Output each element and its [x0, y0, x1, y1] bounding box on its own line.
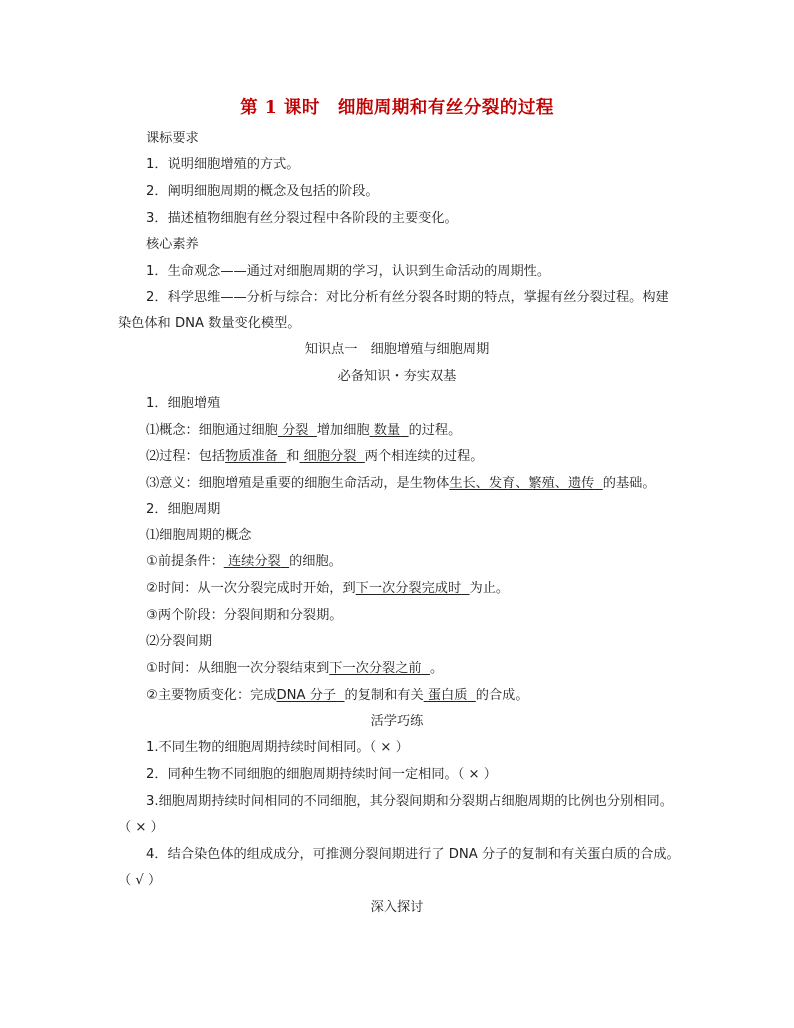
text: 。 [429, 661, 444, 676]
section-subtitle: 必备知识・夯实双基 [337, 369, 457, 384]
practice-q3: 3.细胞周期持续时间相同的不同细胞，其分裂间期和分裂期占细胞周期的比例也分别相同。 [146, 794, 673, 809]
zengzhi-concept [146, 423, 461, 439]
practice-q4: 4．结合染色体的组成成分，可推测分裂间期进行了 DNA 分子的复制和有关蛋白质的合成。 [146, 847, 680, 862]
zhouqi-sub2: ⑵分裂间期 [146, 634, 212, 649]
text: 为止。 [469, 581, 510, 596]
text: 两个相连续的过程。 [364, 449, 484, 464]
text: 的基础。 [602, 476, 656, 491]
answer-text: 分裂 [282, 423, 309, 438]
section-title: 知识点一 细胞增殖与细胞周期 [304, 342, 490, 357]
text: 增加细胞 [316, 423, 370, 438]
text: ①时间：从细胞一次分裂结束到 [146, 661, 330, 676]
practice-q1: 1.不同生物的细胞周期持续时间相同。（ × ） [146, 740, 409, 755]
text: ⑵过程：包括 [146, 449, 226, 464]
practice-q3-mark: （ × ） [118, 820, 164, 835]
answer-blank [224, 554, 289, 570]
answer-blank [449, 476, 602, 492]
hexin-item-1: 1．生命观念——通过对细胞周期的学习，认识到生命活动的周期性。 [146, 264, 551, 279]
zhouqi-time [146, 581, 509, 597]
answer-blank [299, 449, 364, 465]
text: ⑴概念：细胞通过细胞 [146, 423, 278, 438]
text: ②时间：从一次分裂完成时开始，到 [146, 581, 356, 596]
answer-blank [424, 688, 476, 704]
practice-q2: 2．同种生物不同细胞的细胞周期持续时间一定相同。（ × ） [146, 767, 497, 782]
hexin-item-2: 2．科学思维——分析与综合：对比分析有丝分裂各时期的特点，掌握有丝分裂过程。构建 [146, 290, 669, 305]
text: ⑶意义：细胞增殖是重要的细胞生命活动，是生物体 [146, 476, 450, 491]
text: 的复制和有关 [344, 688, 424, 703]
text: ②主要物质变化：完成 [146, 688, 277, 703]
answer-text: 连续分裂 [227, 554, 281, 569]
answer-text: 下一次分裂完成时 [355, 581, 462, 596]
zengzhi-meaning [146, 476, 656, 492]
answer-text: DNA 分子 [276, 688, 337, 703]
practice-q4-mark: （ √ ） [118, 873, 162, 888]
answer-text: 细胞分裂 [303, 449, 357, 464]
answer-text: 物质准备 [225, 449, 278, 464]
kebiao-item-2: 2．阐明细胞周期的概念及包括的阶段。 [146, 184, 379, 199]
answer-text: 生长、发育、繁殖、遗传 [449, 476, 595, 491]
kebiao-item-1: 1．说明细胞增殖的方式。 [146, 157, 300, 172]
page-title: 第 1 课时 细胞周期和有丝分裂的过程 [240, 98, 554, 118]
answer-text: 数量 [373, 423, 401, 438]
answer-blank [278, 423, 317, 439]
zhouqi-heading: 2．细胞周期 [146, 502, 221, 517]
answer-blank [356, 581, 470, 597]
zhouqi-time2 [146, 661, 443, 677]
text: 的过程。 [408, 423, 462, 438]
text: 的细胞。 [289, 554, 342, 569]
kebiao-item-3: 3．描述植物细胞有丝分裂过程中各阶段的主要变化。 [146, 211, 458, 226]
answer-blank [370, 423, 409, 439]
practice-heading: 活学巧练 [370, 714, 424, 729]
answer-blank [277, 688, 345, 704]
answer-text: 下一次分裂之前 [329, 661, 422, 676]
hexin-item-2-cont: 染色体和 DNA 数量变化模型。 [118, 316, 301, 331]
zhouqi-premise [146, 554, 342, 570]
zhouqi-stages: ③两个阶段：分裂间期和分裂期。 [146, 608, 343, 623]
zengzhi-heading: 1．细胞增殖 [146, 396, 221, 411]
zhouqi-change [146, 688, 529, 704]
zengzhi-process [146, 449, 483, 465]
text: 的合成。 [475, 688, 529, 703]
kebiao-heading: 课标要求 [146, 131, 199, 146]
answer-blank [329, 661, 430, 677]
text: ①前提条件： [146, 554, 224, 569]
zhouqi-sub1: ⑴细胞周期的概念 [146, 528, 252, 543]
deep-heading: 深入探讨 [370, 900, 424, 915]
answer-text: 蛋白质 [427, 688, 468, 703]
text: 和 [286, 449, 300, 464]
hexin-heading: 核心素养 [146, 237, 199, 252]
answer-blank [225, 449, 286, 465]
